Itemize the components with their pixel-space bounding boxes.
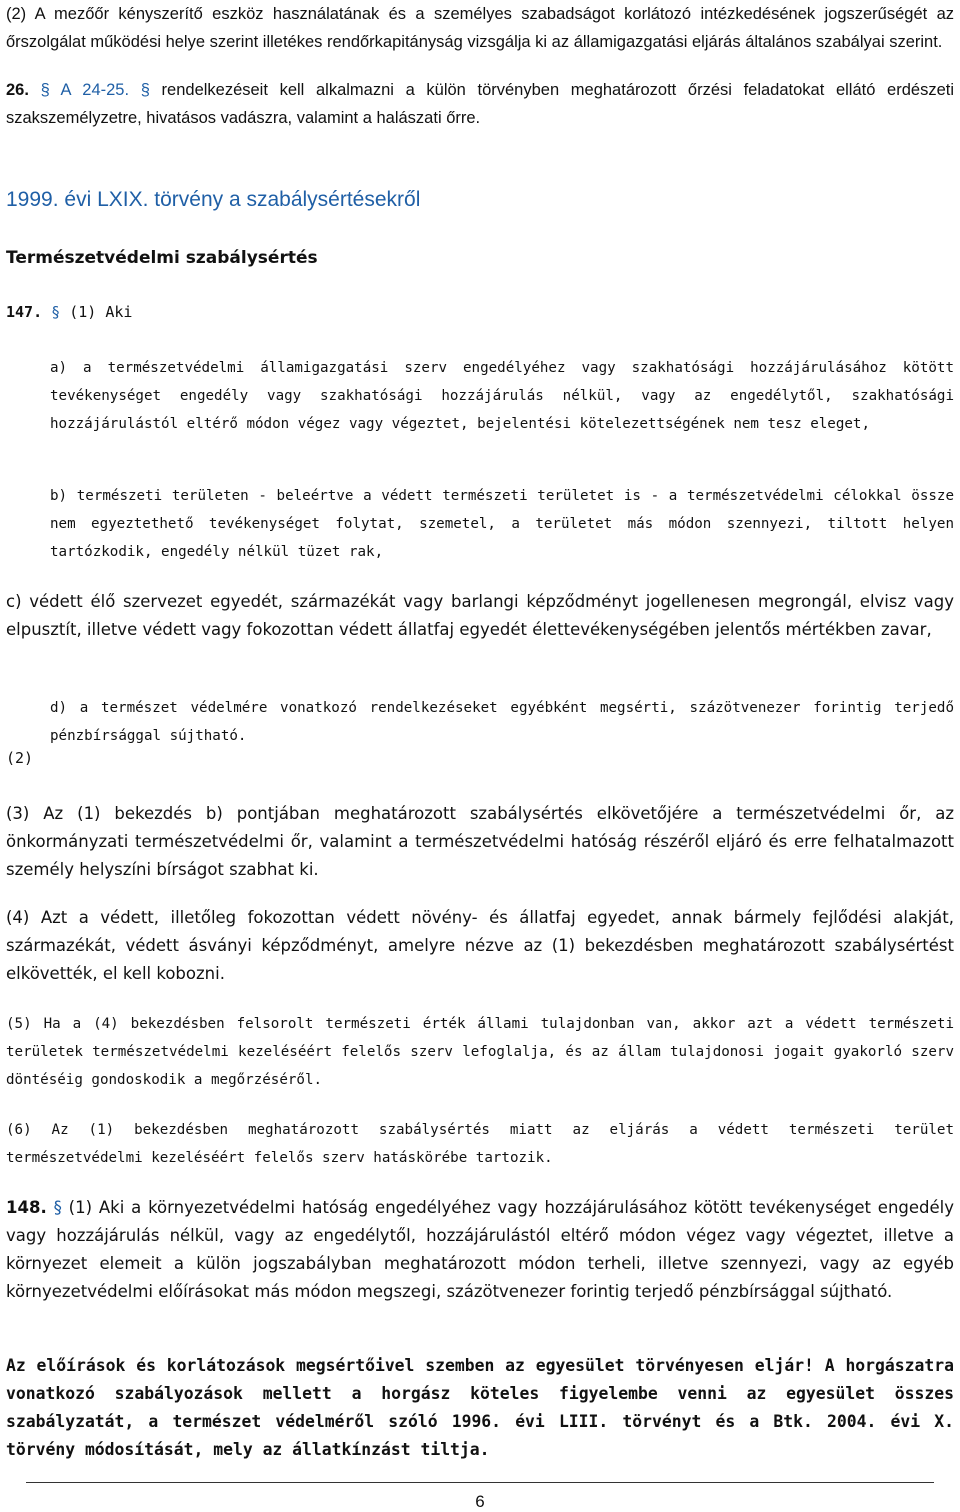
paragraph-3 [6, 800, 954, 884]
section-heading [6, 244, 954, 272]
section-26-text: rendelkezéseit kell alkalmazni a külön törvényben meghatározott őrzési feladatokat ellátó erdészeti szakszemélyzetre, hivatásos vadászra, valamint a halászati őrre. [6, 81, 954, 127]
section-147-symbol[interactable]: § [51, 303, 61, 321]
paragraph-3-text: (3) Az (1) bekezdés b) pontjában meghatározott szabálysértés elkövetőjére a természetvédelmi őr, az önkormányzati természetvédelmi őr, valamint a természetvédelmi hatóság részéről eljáró és erre felhatalmazott személy helyszíni bírságot szabhat ki. [6, 804, 954, 879]
section-147-lead-text: (1) Aki [60, 303, 133, 321]
section-148-text: (1) Aki a környezetvédelmi hatóság engedélyéhez vagy hozzájárulásához kötött tevékenységet engedély vagy hozzájárulás nélkül, vagy az engedélytől, hozzájárulástól eltérő módon végez vagy végeztet, illetve a környezet elemeit a külön jogszabályban meghatározott módon terheli, illetve szennyezi, vagy az egyéb környezetvédelmi előírásokat más módon megszegi, százötvenezer forintig terjedő pénzbírsággal sújtható. [6, 1198, 955, 1301]
paragraph-6 [6, 1116, 954, 1172]
point-b [50, 482, 954, 566]
section-147-number: 147. [6, 303, 43, 321]
paragraph-5-text: (5) Ha a (4) bekezdésben felsorolt természeti érték állami tulajdonban van, akkor azt a védett természeti területek természetvédelmi kezeléséért felelős szerv lefoglalja, és az állam tulajdonosi jogait gyakorló szerv döntéséig gondoskodik a megőrzéséről. [6, 1016, 954, 1088]
section-148-paragraph [6, 1194, 954, 1306]
point-c-text: c) védett élő szervezet egyedét, származékát vagy barlangi képződményt jogellenesen megrongál, elvisz vagy elpusztít, illetve védett vagy fokozottan védett állatfaj egyedét élettevékenységében jelentős mértékben zavar, [6, 592, 954, 639]
section-26-number: 26. [6, 81, 29, 99]
point-d [50, 694, 954, 750]
section-heading-text: Természetvédelmi szabálysértés [6, 248, 318, 268]
point-a-text: a) a természetvédelmi államigazgatási szerv engedélyéhez vagy szakhatósági hozzájárulásához kötött tevékenységet engedély vagy szakhatósági hozzájárulás nélkül, vagy az engedélytől, szakhatósági hozzájárulástól eltérő módon végez vagy végeztet, bejelentési kötelezettségének nem tesz eleget, [50, 360, 954, 432]
point-d-text: d) a természet védelmére vonatkozó rendelkezéseket egyébként megsérti, százötvenezer forintig terjedő pénzbírsággal sújtható. [50, 700, 954, 744]
law-title-link[interactable]: 1999. évi LXIX. törvény a szabálysértésekről [6, 188, 421, 211]
section-148-symbol[interactable]: § [53, 1198, 62, 1217]
point-b-text: b) természeti területen - beleértve a védett természeti területet is - a természetvédelmi célokkal össze nem egyeztethető tevékenységet folytat, szemetel, a területet más módon szennyezi, tiltott helyen tartózkodik, engedély nélkül tüzet rak, [50, 488, 954, 560]
section-26-symbol[interactable]: § [40, 81, 50, 99]
paragraph-2 [6, 744, 954, 772]
point-c [6, 588, 954, 644]
intro-paragraph [6, 0, 954, 56]
closing-text: Az előírások és korlátozások megsértőivel szemben az egyesület törvényesen eljár! A horgászatra vonatkozó szabályozások mellett a horgász köteles figyelembe venni az egyesület összes szabályzatát, a természet védelméről szóló 1996. évi LIII. törvényt és a Btk. 2004. évi X. törvény módosítását, mely az állatkínzást tiltja. [6, 1356, 954, 1459]
paragraph-2-text: (2) [6, 749, 34, 767]
paragraph-5 [6, 1010, 954, 1094]
section-26-symbol-2[interactable]: § [140, 81, 150, 99]
section-147-lead [6, 298, 954, 326]
point-a [50, 354, 954, 438]
section-26-paragraph [6, 76, 954, 132]
intro-text: (2) A mezőőr kényszerítő eszköz használatának és a személyes szabadságot korlátozó intézkedésének jogszerűségét az őrszolgálat működési helye szerint illetékes rendőrkapitányság vizsgálja ki az államigazgatási eljárás általános szabályai szerint. [6, 5, 954, 51]
footer-divider [26, 1482, 934, 1483]
paragraph-4-text: (4) Azt a védett, illetőleg fokozottan védett növény- és állatfaj egyedet, annak bármely fejlődési alakját, származékát, védett ásványi képződményt, amelyre nézve az (1) bekezdésben meghatározott szabálysértést elkövették, el kell kobozni. [6, 908, 954, 983]
closing-paragraph [6, 1352, 954, 1464]
page-number: 6 [475, 1492, 485, 1511]
paragraph-4 [6, 904, 954, 988]
paragraph-6-text: (6) Az (1) bekezdésben meghatározott szabálysértés miatt az eljárás a védett természeti terület természetvédelmi kezeléséért felelős szerv hatáskörébe tartozik. [6, 1122, 954, 1166]
section-26-ref[interactable]: A 24-25. [49, 81, 141, 99]
section-148-number: 148. [6, 1198, 47, 1217]
law-title[interactable] [6, 186, 954, 214]
